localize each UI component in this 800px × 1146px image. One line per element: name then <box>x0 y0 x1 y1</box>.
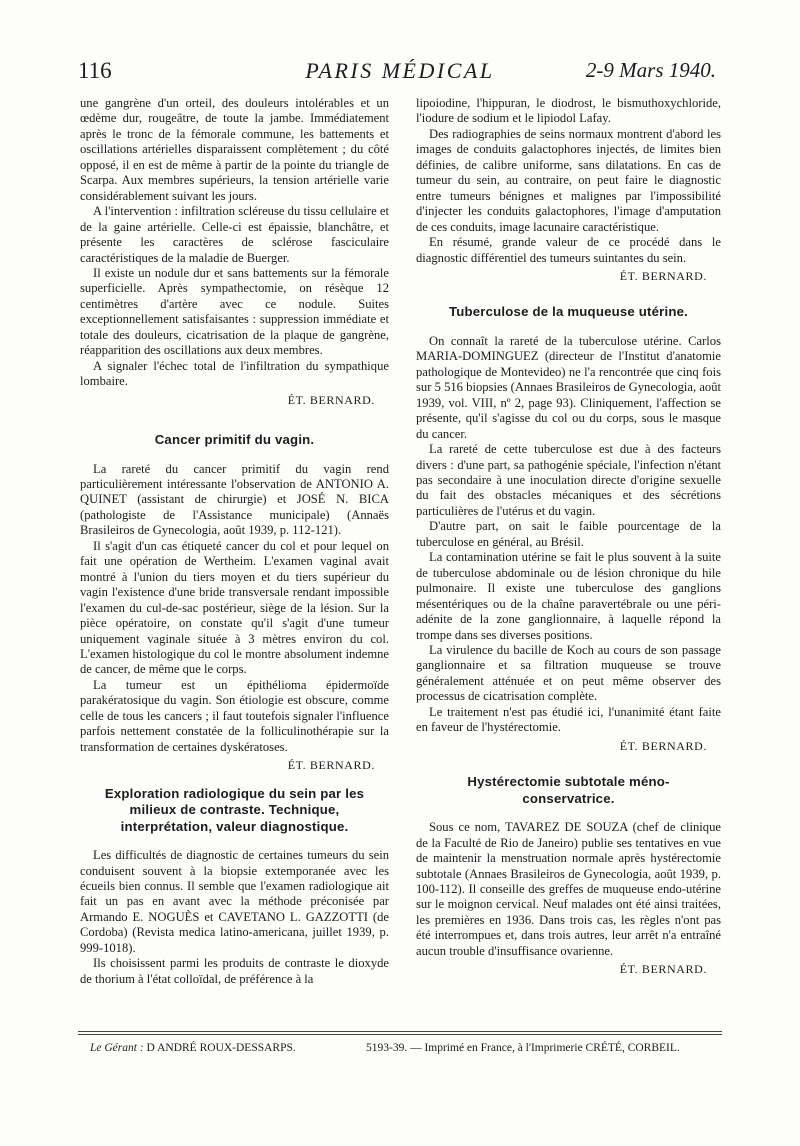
section-heading-tuberculose: Tuberculose de la muqueuse utérine. <box>448 304 689 320</box>
article-paragraph: A l'intervention : infiltration scléreuse du tissu cellulaire et de la gaine artérielle. Celle-ci est épaissie, blanchâtre, et présente les caractères de sclérose fasciculaire caractéristiques de la maladie de Buerger. <box>80 204 389 265</box>
article-paragraph: Ils choisissent parmi les produits de contraste le dioxyde de thorium à l'état colloïdal, de préférence à la <box>80 956 389 986</box>
article-paragraph: La rareté du cancer primitif du vagin rend particulièrement intéressante l'observation de ANTONIO A. QUINET (assistant de chirurgie) et JOSÉ N. BICA (pathologiste de l'Assistance municipale) (Annaës Brasileiros de Gynecologia, août 1939, p. 112-121). <box>80 461 389 538</box>
article-paragraph: lipoiodine, l'hippuran, le diodrost, le bismuthoxychloride, l'iodure de sodium et le lipiodol Lafay. <box>416 96 721 126</box>
footer-rule-bottom <box>78 1034 722 1035</box>
article-paragraph: La tumeur est un épithélioma épidermoïde parakératosique du vagin. Son étiologie est obscure, comme celle de tous les cancers ; il faut toutefois signaler l'influence parfois nettement constatée de la folliculinothérapie sur la transformation de certaines dyskératoses. <box>80 677 389 754</box>
article-paragraph: une gangrène d'un orteil, des douleurs intolérables et un œdème dur, rougeâtre, de toute la jambe. Immédiatement après le tronc de la fémorale commune, les battements et oscillations artérielles disparaissent complètement ; du côté opposé, il en est de même à partir de la pointe du triangle de Scarpa. Aux membres supérieurs, la tension artérielle varie considérablement suivant les jours. <box>80 96 389 203</box>
right-column <box>416 96 721 978</box>
author-signature: ÉT. BERNARD. <box>619 962 707 977</box>
footer-imprint: 5193-39. — Imprimé en France, à l'Imprimerie CRÉTÉ, CORBEIL. <box>366 1042 680 1054</box>
journal-title: PARIS MÉDICAL <box>305 58 495 83</box>
article-paragraph: En résumé, grande valeur de ce procédé dans le diagnostic différentiel des tumeurs suintantes du sein. <box>416 235 721 265</box>
author-signature: ÉT. BERNARD. <box>287 392 375 407</box>
article-paragraph: Le traitement n'est pas étudié ici, l'unanimité étant faite en faveur de l'hystérectomie. <box>416 704 721 735</box>
section-heading-cancer-vagin: Cancer primitif du vagin. <box>154 432 315 448</box>
article-paragraph: La virulence du bacille de Koch au cours de son passage ganglionnaire et sa filtration muqueuse se trouve généralement atténuée et on peut même observer des processus de cicatrisation complète. <box>416 643 721 704</box>
article-paragraph: A signaler l'échec total de l'infiltration du sympathique lombaire. <box>80 358 389 389</box>
gerant-name: D ANDRÉ ROUX-DESSARPS. <box>146 1042 296 1054</box>
left-column <box>80 96 389 987</box>
author-signature: ÉT. BERNARD. <box>619 268 707 283</box>
footer-gerant <box>90 1042 296 1054</box>
issue-date: 2-9 Mars 1940. <box>585 58 716 82</box>
article-paragraph: Des radiographies de seins normaux montrent d'abord les images de conduits galactophores injectés, de limites bien définies, de calibre uniforme, sans dilatations. En cas de tumeur du sein, au contraire, on peut faire le diagnostic entre tumeurs bénignes et malignes par l'impossibilité d'injecter les conduits galactophores, l'image d'amputation de ces conduits, image lacunaire caractéristique. <box>416 126 721 234</box>
article-paragraph: La contamination utérine se fait le plus souvent à la suite de tuberculose abdominale ou de lésion chronique du hile pulmonaire. Il existe une tuberculose des ganglions mésentériques ou de la chaîne paravertébrale ou une péri-adénite de la zone ganglionnaire, à laquelle répond la trompe dans ses diverses positions. <box>416 550 721 642</box>
gerant-label: Le Gérant : <box>90 1042 144 1054</box>
article-paragraph: On connaît la rareté de la tuberculose utérine. Carlos MARIA-DOMINGUEZ (directeur de l'Institut d'anatomie pathologique de Montevideo) ne l'a rencontrée que cinq fois sur 5 516 biopsies (Annaes Brasileiros de Gynecologia, août 1939, vol. VIII, nº 2, page 93). Cliniquement, l'affection se présente, qu'il s'agisse du col ou du corps, sous le masque du cancer. <box>416 333 721 441</box>
author-signature: ÉT. BERNARD. <box>619 738 707 753</box>
article-paragraph: Il existe un nodule dur et sans battements sur la fémorale superficielle. Après sympathectomie, on résèque 12 centimètres d'artère avec ce nodule. Suites exceptionnellement satisfaisantes : suppression immédiate et totale des douleurs, cicatrisation de la plaque de gangrène, réapparition des oscillations aux deux membres. <box>80 265 389 358</box>
author-signature: ÉT. BERNARD. <box>287 758 375 773</box>
page-number: 116 <box>78 58 112 83</box>
section-heading-exploration-radiologique: Exploration radiologique du sein par les milieux de contraste. Technique, interprétation, valeur diagnostique. <box>104 785 365 834</box>
footer-rule-top <box>78 1031 722 1032</box>
section-heading-hysterectomie: Hystérectomie subtotale méno-conservatrice. <box>467 774 670 806</box>
article-paragraph: D'autre part, on sait le faible pourcentage de la tuberculose en général, au Brésil. <box>416 519 721 549</box>
article-paragraph: Les difficultés de diagnostic de certaines tumeurs du sein conduisent souvent à la biopsie extemporanée avec les écueils bien connus. Il semble que l'examen radiologique ait fait un pas en avant avec la méthode préconisée par Armando E. NOGUÈS et CAVETANO L. GAZZOTTI (de Cordoba) (Revista medica latino-americana, juillet 1939, p. 999-1018). <box>80 848 389 955</box>
article-paragraph: Sous ce nom, TAVAREZ DE SOUZA (chef de clinique de la Faculté de Rio de Janeiro) publie ses tentatives en vue de maintenir la menstruation normale après hystérectomie subtotale (Annaes Brasileiros de Gynecologia, août 1939, p. 100-112). Il conseille des greffes de muqueuse endo-utérine sur le moignon cervical. Neuf malades ont été ainsi traitées, les premières en 1936. Dans trois cas, les règles n'ont pas été interrompues et, dans trois autres, leur arrêt n'a entraîné aucun trouble d'insuffisance ovarienne. <box>416 820 721 958</box>
article-paragraph: Il s'agit d'un cas étiqueté cancer du col et pour lequel on fait une opération de Wertheim. L'examen vaginal avait montré à l'union du tiers moyen et du tiers supérieur du vagin l'existence d'une bride transversale rendant impossible l'examen du cul-de-sac postérieur, siège de la lésion. Sur la pièce opératoire, on constate qu'il s'agit d'une tumeur uniquement vaginale située à 3 mètres environ du col. L'examen histologique du col le montre absolument indemne de cancer, de même que le corps. <box>80 538 389 677</box>
article-paragraph: La rareté de cette tuberculose est due à des facteurs divers : d'une part, sa pathogénie spéciale, l'infection n'étant pas secondaire à une inoculation directe d'origine sexuelle du fait des obstacles mécaniques et des sécrétions particulières de l'utérus et du vagin. <box>416 442 721 518</box>
